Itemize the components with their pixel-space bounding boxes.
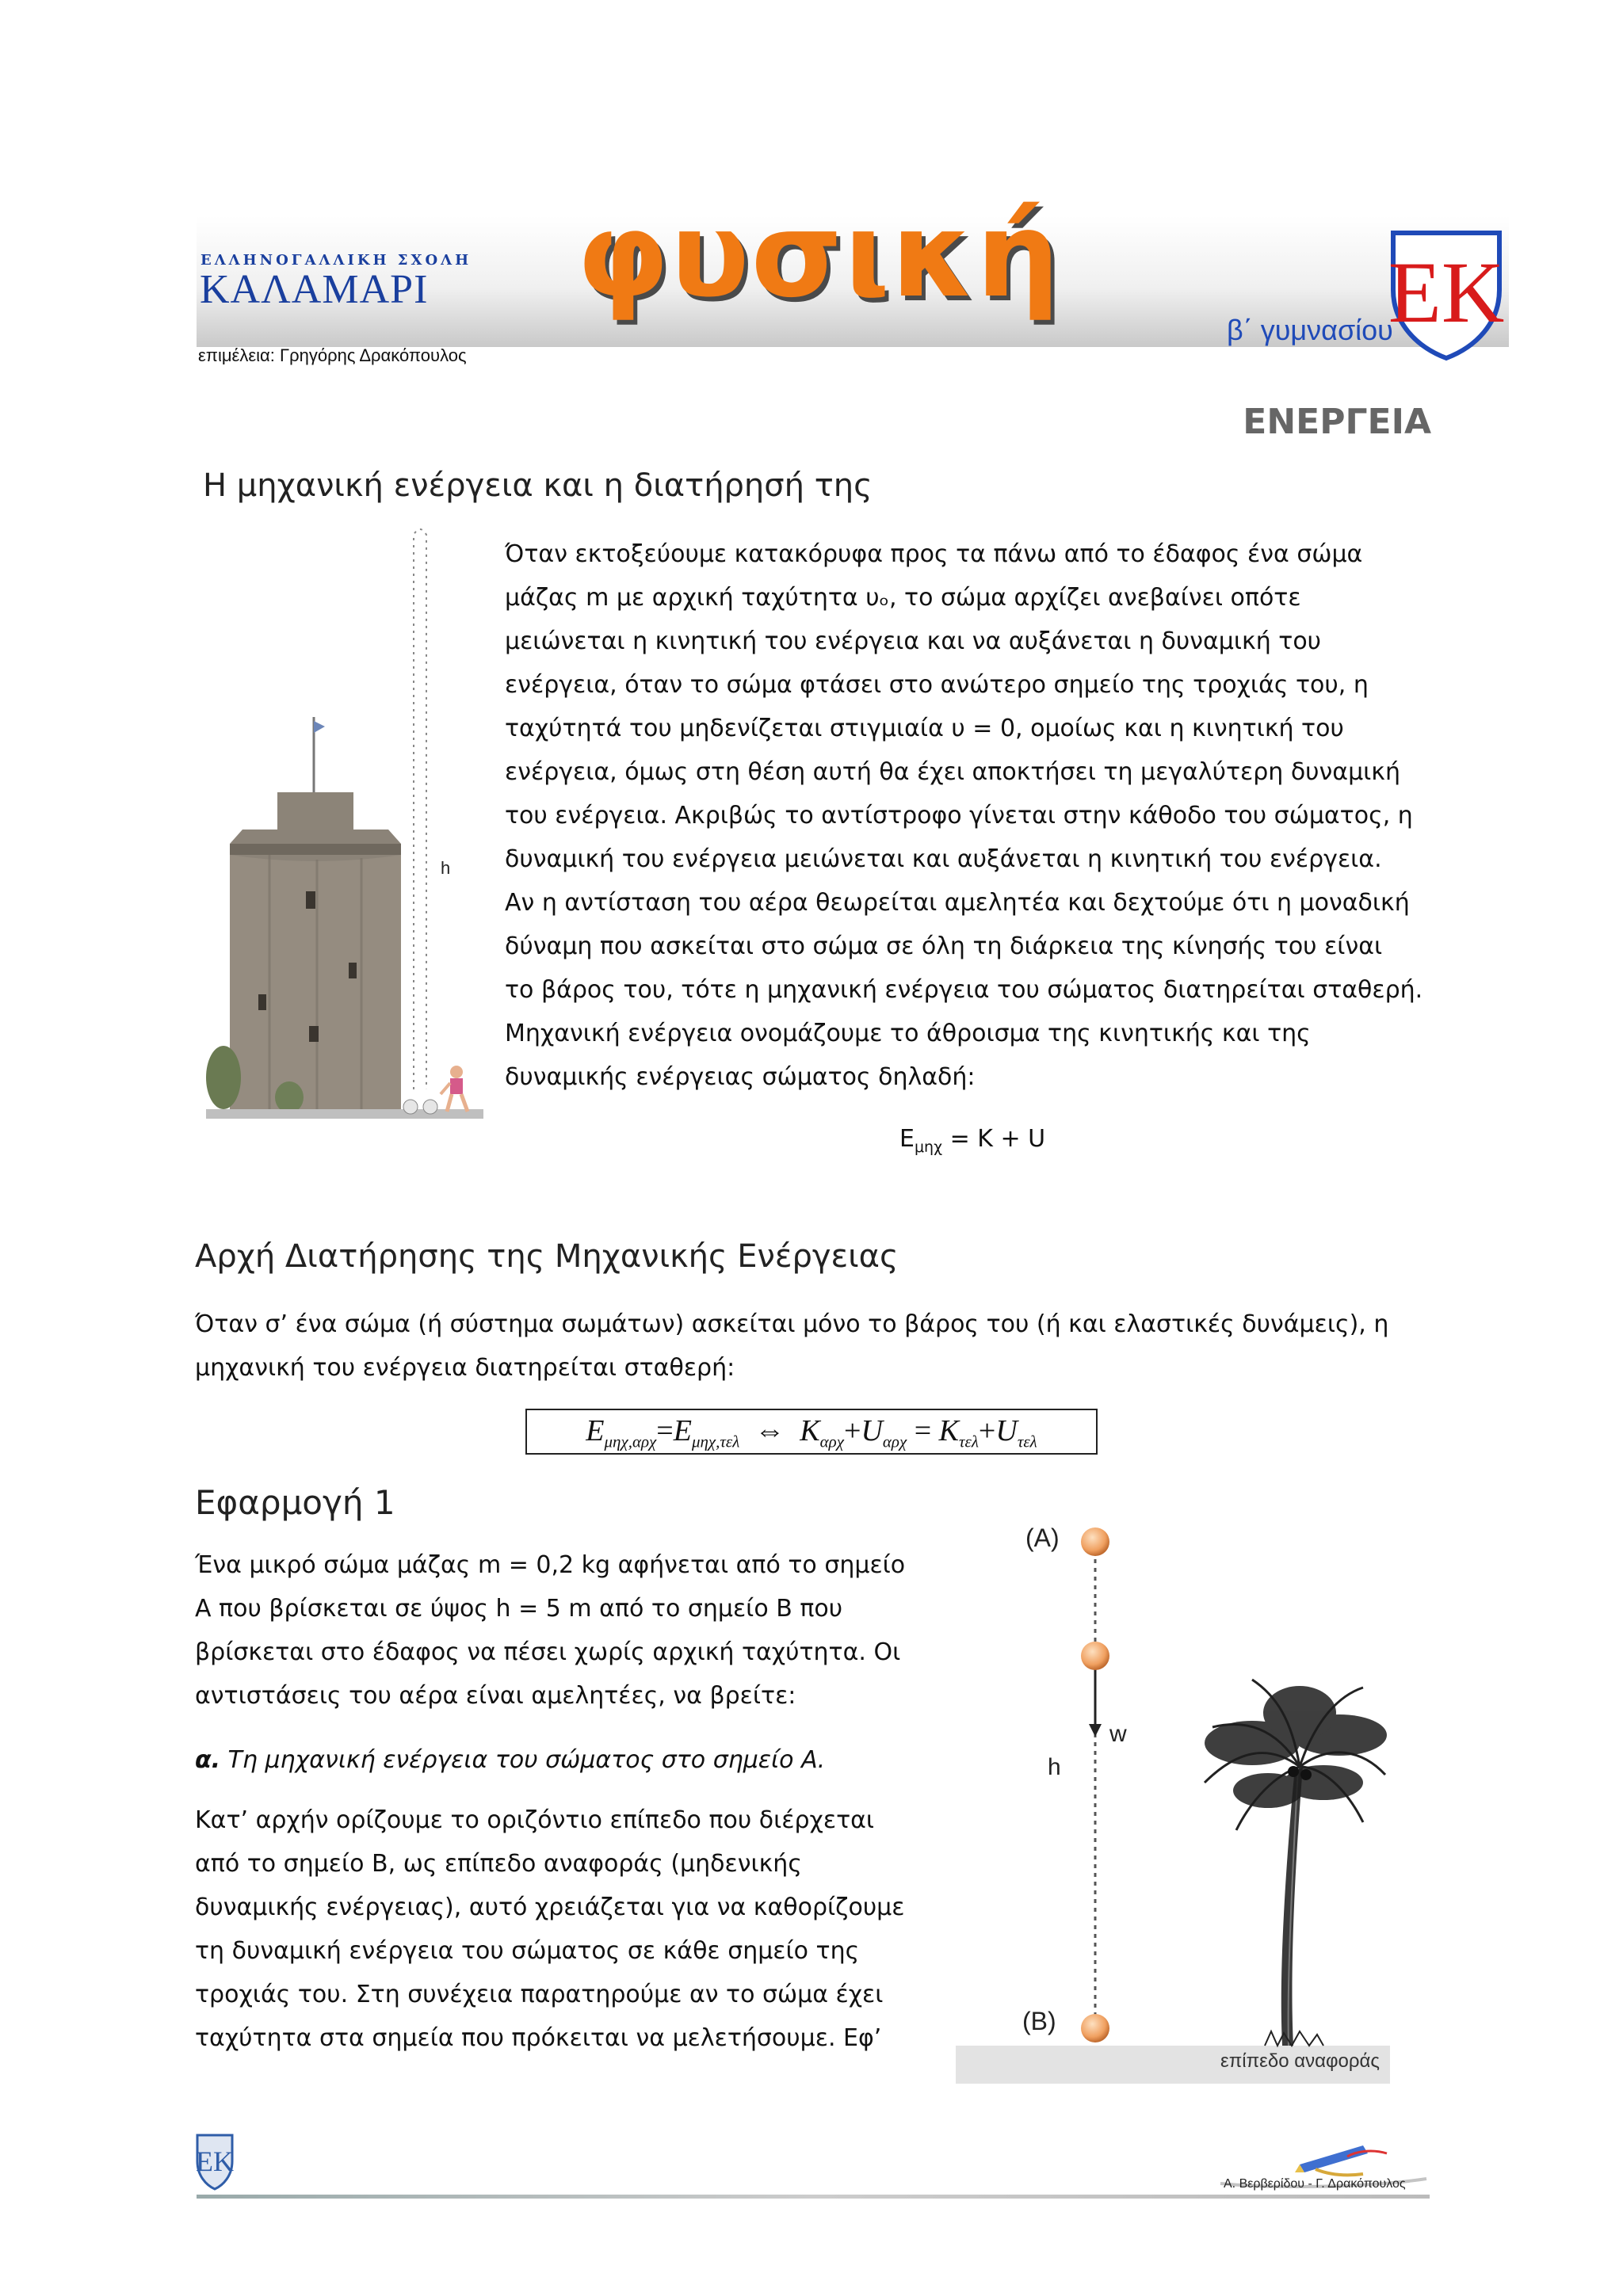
conservation-formula-box: $E_{\mu\eta\chi,\alpha\rho\chi}=E_{\mu\eta\chi,\tau\varepsilon\lambda}$ ⇔ $K_{\alpha\rho\chi}+U_{\alpha\rho\chi} = K_{\tau\varepsilon\lambda}+U_{\tau\varepsilon\lambda}$: [525, 1409, 1098, 1455]
text-line: ενέργεια, όταν το σώμα φτάσει στο ανώτερο σημείο της τροχιάς του, η: [505, 671, 1369, 699]
text-line: δυναμικής ενέργειας), αυτό χρειάζεται για να καθορίζουμε: [195, 1894, 905, 1921]
text-line: Μηχανική ενέργεια ονομάζουμε το άθροισμα της κινητικής και της: [505, 1020, 1311, 1047]
application-problem: [195, 1543, 930, 1718]
palm-tree-illustration: [1205, 1680, 1387, 2046]
chapter-title: ΕΝΕΡΓΕΙΑ: [1243, 402, 1431, 442]
text-line: δυναμικής ενέργειας σώματος δηλαδή:: [505, 1063, 976, 1091]
text-line: Αν η αντίσταση του αέρα θεωρείται αμελητέα και δεχτούμε ότι η μοναδική: [505, 889, 1410, 917]
label-a: (A): [1025, 1524, 1060, 1552]
text-line: ταχύτητα στα σημεία που πρόκειται να μελετήσουμε. Εφ’: [195, 2024, 882, 2052]
white-tower-illustration: [206, 519, 483, 1121]
section-title-mechanical-energy: Η μηχανική ενέργεια και η διατήρησή της: [203, 467, 873, 504]
conservation-paragraph: [195, 1302, 1431, 1390]
mechanical-energy-formula: [899, 1117, 1045, 1169]
subject-title: φυσική: [577, 187, 1062, 323]
section-title-conservation: Αρχή Διατήρησης της Μηχανικής Ενέργειας: [195, 1238, 899, 1275]
text-line: ενέργεια, όμως στη θέση αυτή θα έχει αποκτήσει τη μεγαλύτερη δυναμική: [505, 758, 1400, 786]
application-explanation: [195, 1798, 930, 2060]
school-logo-shield: [1388, 228, 1504, 361]
text-line: μηχανική του ενέργεια διατηρείται σταθερή:: [195, 1354, 735, 1382]
footer-logo: [195, 2133, 235, 2191]
text-line: αντιστάσεις του αέρα είναι αμελητέες, να βρείτε:: [195, 1682, 796, 1710]
intro-paragraph: [505, 532, 1432, 1099]
label-b: (B): [1022, 2007, 1056, 2035]
text-line: Όταν σ’ ένα σώμα (ή σύστημα σωμάτων) ασκείται μόνο το βάρος του (ή και ελαστικές δυνάμεις), η: [195, 1310, 1389, 1338]
text-line: τη δυναμική ενέργεια του σώματος σε κάθε σημείο της: [195, 1937, 860, 1965]
footer-logo-letters: ΕΚ: [196, 2145, 234, 2177]
text-line: Κατ’ αρχήν ορίζουμε το οριζόντιο επίπεδο που διέρχεται: [195, 1806, 875, 1834]
footer-credit: Α. Βερβερίδου - Γ. Δρακόπουλος: [1224, 2177, 1406, 2191]
school-name: ΚΑΛΑΜΑΡΙ: [200, 267, 429, 312]
text-line: ταχύτητά του μηδενίζεται στιγμιαία υ = 0, ομοίως και η κινητική του: [505, 715, 1344, 742]
label-h: h: [1048, 1754, 1061, 1780]
height-label: h: [441, 858, 451, 878]
text-line: μειώνεται η κινητική του ενέργεια και να αυξάνεται η δυναμική του: [505, 627, 1322, 655]
ball-mid: [1081, 1642, 1109, 1670]
school-name-small: ΕΛΛΗΝΟΓΑΛΛΙΚΗ ΣΧΟΛΗ: [200, 252, 472, 269]
footer-rule: [197, 2195, 1430, 2199]
text-line: Όταν εκτοξεύουμε κατακόρυφα προς τα πάνω από το έδαφος ένα σώμα: [505, 540, 1363, 568]
formula-rest: = K + U: [942, 1125, 1046, 1153]
question-a: [195, 1738, 930, 1782]
text-line: βρίσκεται στο έδαφος να πέσει χωρίς αρχική ταχύτητα. Οι: [195, 1638, 901, 1666]
formula-e: E: [899, 1125, 915, 1153]
label-w: w: [1109, 1721, 1127, 1747]
text-line: τροχιάς του. Στη συνέχεια παρατηρούμε αν το σώμα έχει: [195, 1981, 884, 2008]
text-line: μάζας m με αρχική ταχύτητα υₒ, το σώμα αρχίζει ανεβαίνει οπότε: [505, 584, 1301, 612]
formula-sub: μηχ: [914, 1138, 943, 1156]
grade-label: β΄ γυμνασίου: [1227, 314, 1393, 346]
reference-plane-label: επίπεδο αναφοράς: [1220, 2050, 1380, 2072]
editor-credit: επιμέλεια: Γρηγόρης Δρακόπουλος: [198, 345, 467, 365]
weight-arrow: [1089, 1724, 1102, 1737]
text-line: το βάρος του, τότε η μηχανική ενέργεια του σώματος διατηρείται σταθερή.: [505, 976, 1423, 1004]
text-line: Ένα μικρό σώμα μάζας m = 0,2 kg αφήνεται από το σημείο: [195, 1551, 906, 1579]
falling-body-diagram: [951, 1505, 1395, 2092]
application-title: Εφαρμογή 1: [195, 1483, 395, 1522]
text-line: Α που βρίσκεται σε ύψος h = 5 m από το σημείο Β που: [195, 1595, 843, 1623]
ball-a: [1081, 1527, 1109, 1556]
text-line: δύναμη που ασκείται στο σώμα σε όλη τη διάρκεια της κίνησής του είναι: [505, 933, 1383, 960]
ball-b: [1081, 2014, 1109, 2042]
question-text: Τη μηχανική ενέργεια του σώματος στο σημείο Α.: [220, 1746, 826, 1774]
text-line: του ενέργεια. Ακριβώς το αντίστροφο γίνεται στην κάθοδο του σώματος, η: [505, 802, 1413, 830]
question-label: α.: [195, 1746, 221, 1774]
text-line: δυναμική του ενέργεια μειώνεται και αυξάνεται η κινητική του ενέργεια.: [505, 845, 1382, 873]
text-line: από το σημείο Β, ως επίπεδο αναφοράς (μηδενικής: [195, 1850, 802, 1878]
logo-letters: ΕΚ: [1388, 244, 1504, 341]
